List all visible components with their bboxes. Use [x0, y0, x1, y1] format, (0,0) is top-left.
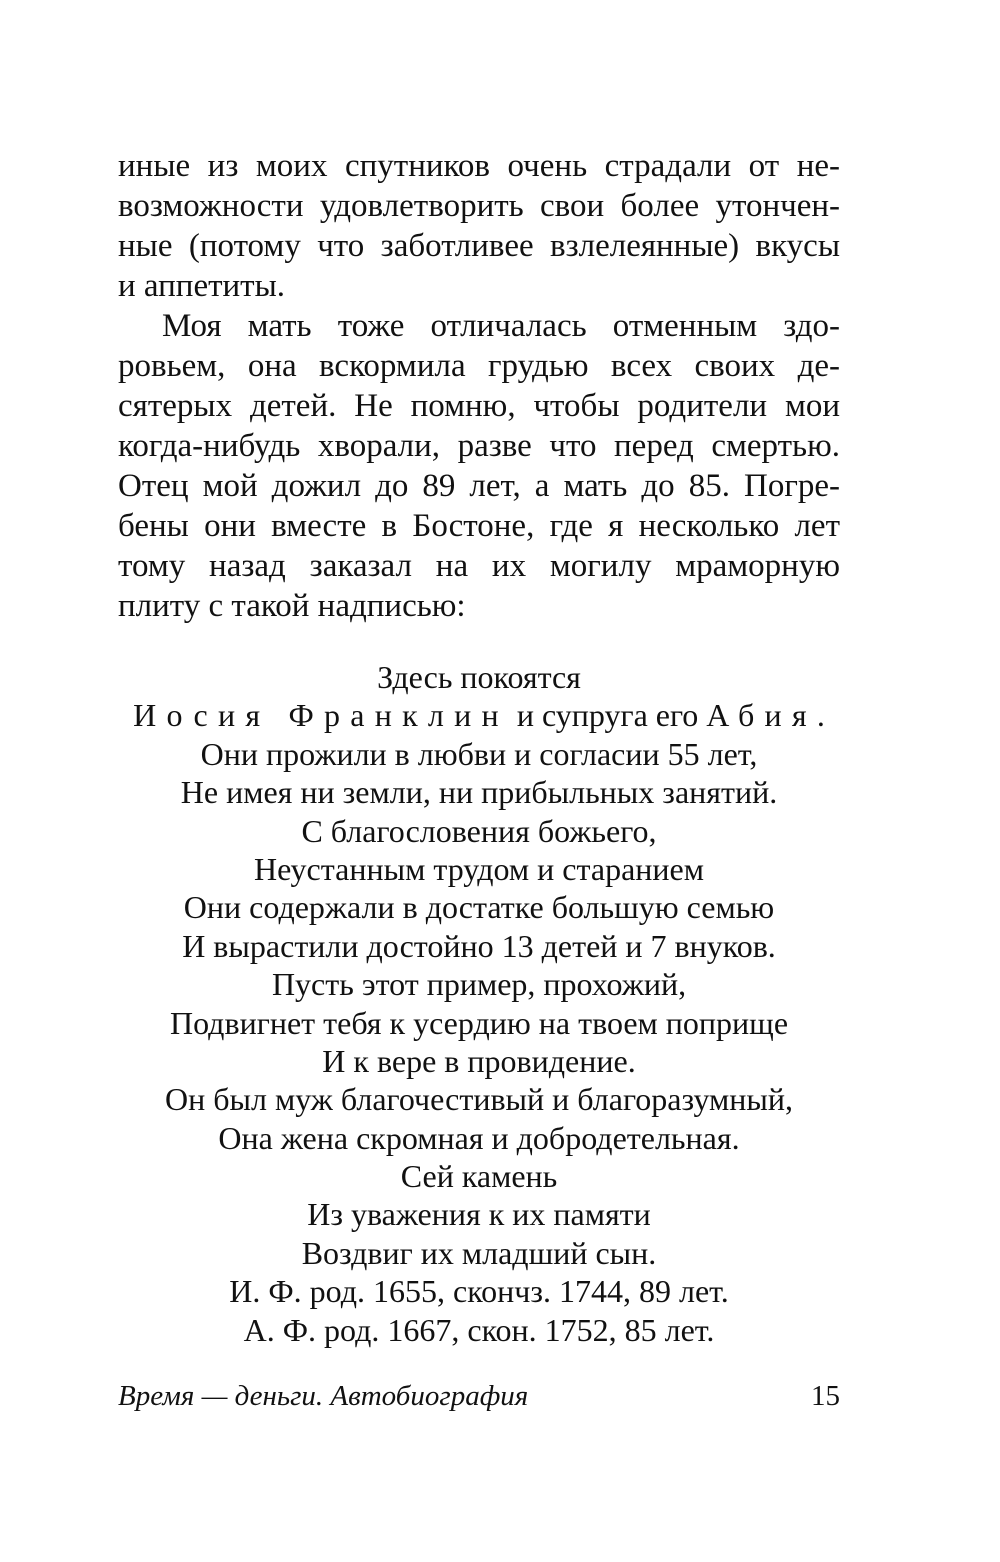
epitaph-line-5: С благословения божьего, — [301, 812, 657, 849]
epitaph-line-12: Он был муж благочестивый и благоразумный, — [164, 1081, 794, 1118]
body-line-3: ные (потому что заботливее взлелеянные) вкусы — [118, 228, 840, 264]
epitaph-line-8: И вырастили достойно 13 детей и 7 внуков. — [182, 927, 776, 964]
epitaph-line-18: А. Ф. род. 1667, скон. 1752, 85 лет. — [243, 1311, 715, 1348]
body-line-4: и аппетиты. — [118, 268, 286, 304]
body-line-2: возможности удовлетворить свои более утончен- — [118, 188, 840, 224]
body-line-10: бены они вместе в Бостоне, где я несколько лет — [118, 508, 840, 544]
epitaph-name-end: . — [816, 697, 825, 734]
epitaph-line-10: Подвигнет тебя к усердию на твоем поприще — [169, 1004, 789, 1041]
body-line-1: иные из моих спутников очень страдали от не- — [118, 148, 840, 184]
running-title: Время — деньги. Автобиография — [118, 1380, 529, 1412]
epitaph-names-line — [118, 696, 840, 734]
epitaph-line-11: И к вере в провидение. — [322, 1042, 636, 1079]
body-line-7: сятерых детей. Не помню, чтобы родители мои — [118, 388, 840, 424]
epitaph-line-7: Они содержали в достатке большую семью — [183, 889, 775, 926]
page-footer — [118, 1376, 840, 1416]
epitaph-inscription — [118, 658, 840, 1349]
epitaph-name-husband: Иосия Франклин — [133, 697, 509, 734]
epitaph-line-4: Не имея ни земли, ни прибыльных занятий. — [180, 774, 778, 811]
epitaph-name-joiner: и супруга его — [508, 697, 707, 734]
body-line-5: Моя мать тоже отличалась отменным здо- — [162, 308, 840, 344]
epitaph-line-3: Они прожили в любви и согласии 55 лет, — [200, 735, 758, 772]
epitaph-line-14: Сей камень — [400, 1158, 558, 1195]
epitaph-line-15: Из уважения к их памяти — [307, 1196, 651, 1233]
body-line-8: когда-нибудь хворали, разве что перед смертью. — [118, 428, 840, 464]
body-line-12: плиту с такой надписью: — [118, 588, 466, 624]
epitaph-line-16: Воздвиг их младший сын. — [301, 1234, 657, 1271]
epitaph-line-17: И. Ф. род. 1655, скончз. 1744, 89 лет. — [229, 1273, 729, 1310]
epitaph-line-1: Здесь покоятся — [377, 659, 581, 695]
body-line-11: тому назад заказал на их могилу мраморную — [118, 548, 840, 584]
page-number: 15 — [811, 1380, 840, 1412]
body-line-9: Отец мой дожил до 89 лет, а мать до 85. Погре- — [118, 468, 840, 504]
book-page — [118, 146, 840, 1446]
epitaph-line-6: Неустанным трудом и старанием — [254, 850, 704, 887]
body-text — [118, 146, 840, 626]
body-line-6: ровьем, она вскормила грудью всех своих де- — [118, 348, 840, 384]
epitaph-name-wife: Абия — [706, 697, 817, 734]
epitaph-line-13: Она жена скромная и добродетельная. — [218, 1119, 740, 1156]
epitaph-line-9: Пусть этот пример, прохожий, — [271, 966, 687, 1003]
